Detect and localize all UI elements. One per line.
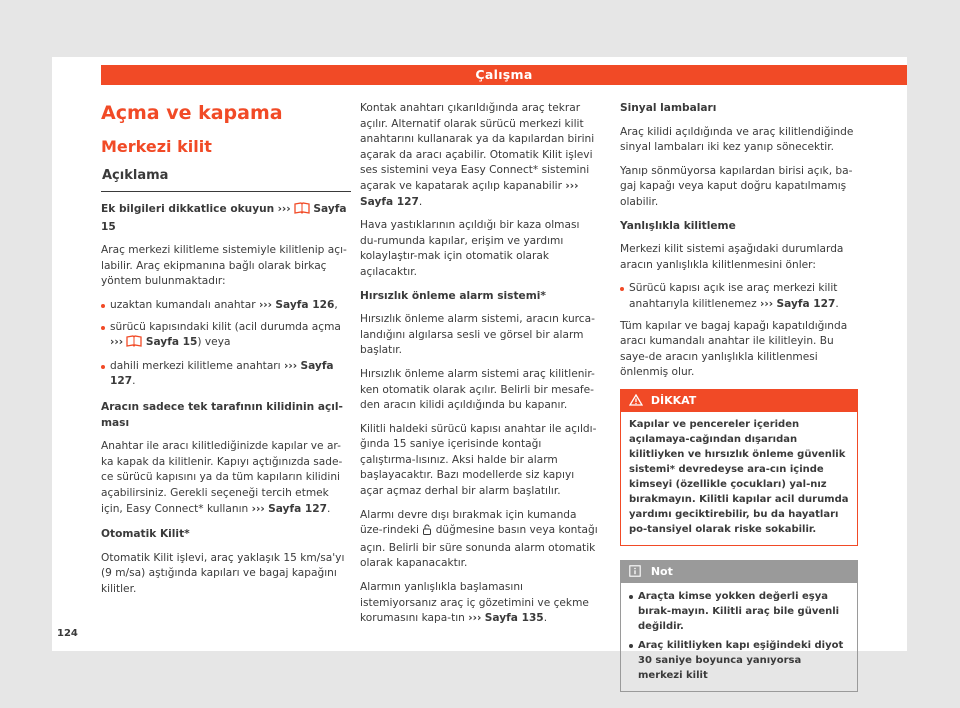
bullet-text: dahili merkezi kilitleme anahtarı [110, 359, 281, 372]
section-title: Merkezi kilit [101, 137, 212, 156]
intro-bold: Ek bilgileri dikkatlice okuyun [101, 203, 275, 215]
page-link[interactable]: Sayfa 127 [268, 502, 328, 515]
subheading: Yanlışlıkla kilitleme [620, 219, 736, 232]
paragraph: Hava yastıklarının açıldığı bir kaza olması du-rumunda kapılar, erişim ve yardımı kolaylaştır-mak için otomatik olarak açılacaktır. [360, 219, 580, 278]
paragraph: Kontak anahtarı çıkarıldığında araç tekrar açılır. Alternatif olarak sürücü merkezi kilit anahtarını kullanarak ya da kapılardan birini açarak da aracı açabilir. Otomatik Kilit işlevi ses sistemini veya Easy Connect* sistemini açarak ve kapatarak açılıp kapanabilir ››› Sayfa 127. [360, 102, 595, 208]
paragraph: Hırsızlık önleme alarm sistemi araç kilitlenir-ken otomatik olarak açılır. Belirli bir mesafe-den aracın kilidi açıldığında bu kapanır. [360, 367, 595, 412]
subheading: Aracın sadece tek tarafının kilidinin açıl-ması [101, 400, 343, 429]
paragraph: Otomatik Kilit işlevi, araç yaklaşık 15 km/sa'yı (9 m/sa) aştığında kapıları ve bagaj kapağını kilitler. [101, 551, 345, 595]
manual-page [52, 57, 907, 681]
paragraph: Anahtar ile aracı kilitlediğinizde kapılar ve ar-ka kapak da kilitlenir. Kapıyı açtığınızda sade-ce sürücü kapısını ya da tüm kapıların kilidini açabilirsiniz. Gerekli seçeneği tercih etmek için, Easy Connect* kullanın ››› Sayfa 127. [101, 440, 343, 515]
bullet-item: uzaktan kumandalı anahtar ››› Sayfa 126, [101, 298, 351, 314]
info-icon [629, 563, 641, 585]
book-icon [126, 335, 142, 353]
note-bullet: Araçta kimse yokken değerli eşya bırak-mayın. Kilitli araç bile güvenli değildir. [629, 589, 849, 634]
column-3 [620, 101, 858, 692]
paragraph: Alarmın yanlışlıkla başlamasını istemiyorsanız araç iç gözetimini ve çekme korumasını kapa-tın ››› Sayfa 135. [360, 581, 589, 625]
bullet-item: dahili merkezi kilitleme anahtarı ››› Sayfa 127. [101, 359, 351, 390]
page-link[interactable]: Sayfa 127 [776, 297, 836, 310]
column-1 [101, 101, 351, 605]
chapter-title: Açma ve kapama [101, 102, 283, 124]
arrows: ››› [110, 336, 124, 349]
intro-paragraph [101, 202, 351, 235]
bullet-item: Sürücü kapısı açık ise araç merkezi kilit anahtarıyla kilitlenemez ››› Sayfa 127. [620, 281, 858, 312]
paragraph: Araç kilidi açıldığında ve araç kilitlendiğinde sinyal lambaları iki kez yanıp sönecektir. [620, 125, 854, 154]
warning-icon [629, 392, 643, 414]
subheading: Otomatik Kilit* [101, 528, 190, 541]
bullet-tail: ) veya [197, 336, 231, 349]
paragraph: Merkezi kilit sistemi aşağıdaki durumlarda aracın yanlışlıkla kilitlenmesini önler: [620, 243, 844, 271]
arrows: ››› [283, 359, 298, 372]
arrows: ››› [565, 179, 579, 192]
paragraph-text: Alarmın yanlışlıkla başlamasını istemiyorsanız araç iç gözetimini ve çekme korumasını kapa-tın [360, 581, 589, 625]
warning-header [621, 390, 857, 412]
paragraph-text: Kontak anahtarı çıkarıldığında araç tekrar açılır. Alternatif olarak sürücü merkezi kilit anahtarını kullanarak ya da kapılardan birini açarak da aracı açabilir. Otomatik Kilit işlevi ses sistemini veya Easy Connect* sistemini açarak ve kapatarak açılıp kapanabilir [360, 102, 595, 192]
page-link[interactable]: Sayfa 126 [275, 298, 335, 311]
paragraph: Hırsızlık önleme alarm sistemi, aracın kurca-landığını algılarsa sesli ve görsel bir alarm başlatır. [360, 313, 595, 357]
bullet-text: sürücü kapısındaki kilit (acil durumda açma [110, 320, 341, 333]
page-link[interactable]: Sayfa 127 [360, 195, 419, 208]
bullet-text: uzaktan kumandalı anahtar [110, 298, 256, 311]
subheading: Hırsızlık önleme alarm sistemi* [360, 289, 546, 302]
bullet-text: Sürücü kapısı açık ise araç merkezi kilit anahtarıyla kilitlenemez [629, 282, 838, 310]
page-link[interactable]: Sayfa 15 [145, 336, 198, 349]
page-link[interactable]: Sayfa 127 [110, 359, 334, 388]
bullet-item [101, 320, 351, 353]
paragraph: Kilitli haldeki sürücü kapısı anahtar ile açıldı-ğında 15 saniye içerisinde kontağı çalıştırma-lısınız. Aksi halde bir alarm başlayacaktır. Bazı modellerde siz kapıyı açar açmaz derhal bir alarm başlatılır. [360, 422, 597, 498]
subsection-title-text: Açıklama [102, 168, 169, 183]
intro-page-link[interactable]: Sayfa 15 [101, 203, 347, 233]
paragraph-text: Anahtar ile aracı kilitlediğinizde kapılar ve ar-ka kapak da kilitlenir. Kapıyı açtığınızda sade-ce sürücü kapısını ya da tüm kapıların kilidini açabilirsiniz. Gerekli seçeneği tercih etmek için, Easy Connect* kullanın [101, 440, 343, 515]
warning-text: Kapılar ve pencereler içeriden açılamaya-cağından dışarıdan kilitliyken ve hırsızlık önleme güvenlik sistemi* devredeyse ara-cın içinde kimseyi (özellikle çocukları) yal-nız bırakmayın. Kilitli kapılar acil durumda yardımı geciktirebilir, bu da hayatları po-tansiyel olarak riske sokabilir. [629, 418, 849, 535]
arrows: ››› [251, 502, 265, 515]
warning-box [620, 389, 858, 546]
arrows: ››› [468, 612, 482, 625]
paragraph: Yanıp sönmüyorsa kapılardan birisi açık, ba-gaj kapağı veya kaput doğru kapatılmamış olabilir. [620, 164, 853, 208]
paragraph: Araç merkezi kilitleme sistemiyle kilitlenip açı-labilir. Araç ekipmanına bağlı olarak birkaç yöntem bulunmaktadır: [101, 244, 347, 288]
page-number: 124 [57, 628, 78, 639]
paragraph-text: Alarmı devre dışı bırakmak için kumanda üze-rindeki [360, 508, 577, 537]
section-header: Çalışma [101, 65, 907, 85]
paragraph: Tüm kapılar ve bagaj kapağı kapatıldığında aracı kumandalı anahtar ile kilitleyin. Bu saye-de aracın yanlışlıkla kilitlenmesi önlenmiş olur. [620, 319, 848, 379]
arrows: ››› [258, 298, 273, 311]
column-2 [360, 101, 600, 635]
unlock-icon [422, 524, 432, 541]
note-bullet: Araç kilitliyken kapı eşiğindeki diyot 30 saniye boyunca yanıyorsa merkezi kilit [629, 638, 849, 683]
note-content [621, 583, 857, 691]
arrows: ››› [277, 203, 291, 215]
arrows: ››› [760, 297, 774, 310]
note-box [620, 560, 858, 692]
page-link[interactable]: Sayfa 135 [484, 612, 544, 625]
paragraph [360, 508, 600, 572]
warning-title: DİKKAT [650, 393, 697, 407]
note-title: Not [650, 564, 673, 578]
book-icon [294, 202, 310, 220]
paragraph-text: düğmesine basın veya kontağı açın. Belirli bir süre sonunda alarm otomatik olarak kapanacaktır. [360, 524, 598, 570]
subheading: Sinyal lambaları [620, 102, 717, 114]
note-header [621, 561, 857, 583]
subsection-title [101, 167, 351, 192]
